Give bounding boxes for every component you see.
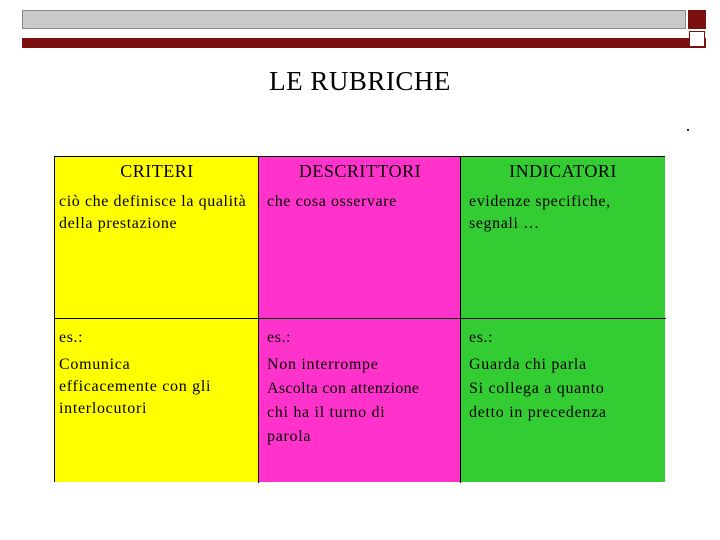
- title-bar-decoration: [22, 10, 706, 40]
- column-divider: [258, 157, 259, 483]
- corner-square-outline: [689, 31, 705, 47]
- criteri-definition: ciò che definisce la qualità della prestazione: [59, 193, 247, 232]
- cell-descrittori-definition: [259, 157, 461, 319]
- cell-indicatori-example: [461, 319, 665, 482]
- example-line: efficacemente con gli: [59, 378, 212, 395]
- cell-criteri-definition: [55, 157, 259, 319]
- slide-title: LE RUBRICHE: [269, 66, 451, 96]
- descrittori-example: [267, 353, 419, 449]
- example-line: Non interrompe: [267, 356, 379, 373]
- example-line: parola: [267, 428, 312, 445]
- corner-square-filled: [688, 10, 706, 29]
- grey-bar: [22, 10, 686, 29]
- example-line: interlocutori: [59, 400, 148, 417]
- example-line: Si collega a quanto: [469, 380, 605, 397]
- indicatori-example: [469, 353, 607, 425]
- rubric-table: [54, 156, 665, 482]
- header-indicatori: INDICATORI: [509, 161, 617, 181]
- decorative-dot: [687, 129, 689, 131]
- indicatori-definition: evidenze specifiche, segnali …: [469, 193, 611, 232]
- header-descrittori: DESCRITTORI: [298, 161, 422, 181]
- example-line: Guarda chi parla: [469, 356, 587, 373]
- example-label: es.:: [59, 329, 84, 346]
- red-bar: [22, 38, 706, 48]
- column-divider: [460, 157, 461, 483]
- cell-criteri-example: [55, 319, 259, 482]
- header-criteri: CRITERI: [120, 161, 194, 181]
- cell-indicatori-definition: [461, 157, 665, 319]
- descrittori-definition: che cosa osservare: [267, 193, 397, 210]
- cell-descrittori-example: [259, 319, 461, 482]
- criteri-example: [59, 353, 211, 421]
- example-line: Comunica: [59, 356, 131, 373]
- row-divider: [55, 318, 666, 319]
- example-line: chi ha il turno di: [267, 404, 386, 421]
- example-line: detto in precedenza: [469, 404, 607, 421]
- example-label: es.:: [267, 329, 292, 346]
- example-label: es.:: [469, 329, 494, 346]
- example-line: Ascolta con attenzione: [267, 380, 420, 397]
